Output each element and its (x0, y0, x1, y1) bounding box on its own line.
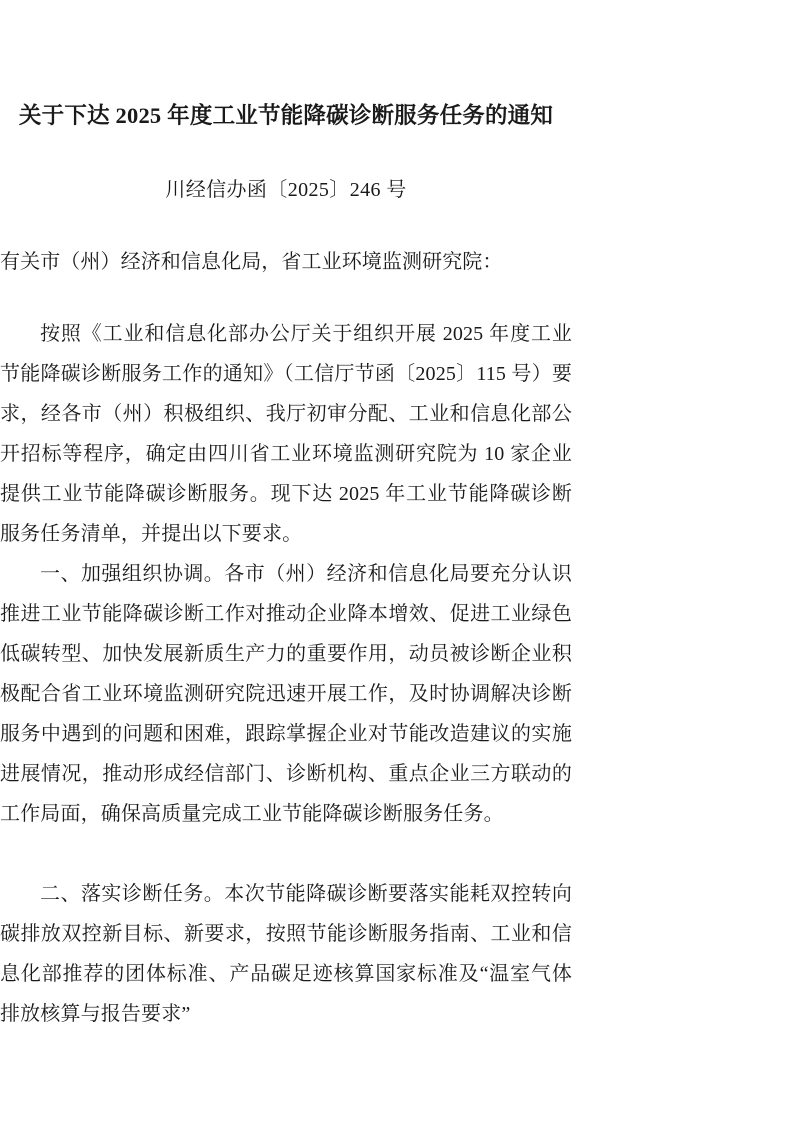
page-title: 关于下达 2025 年度工业节能降碳诊断服务任务的通知 (18, 103, 554, 128)
recipient-line: 有关市（州）经济和信息化局，省工业环境监测研究院： (0, 251, 503, 273)
body-paragraph-1 (0, 314, 572, 554)
document-number: 川经信办函〔2025〕246 号 (165, 179, 407, 201)
paragraph-text: 按照《工业和信息化部办公厅关于组织开展 2025 年度工业节能降碳诊断服务工作的通知》（工信厅节函〔2025〕115 号）要求，经各市（州）积极组织、我厅初审分配、工业和信息化部公开招标等程序，确定由四川省工业环境监测研究院为 10 家企业提供工业节能降碳诊断服务。现下达 2025 年工业节能降碳诊断服务任务清单，并提出以下要求。 (0, 323, 572, 545)
body-paragraph-2 (0, 554, 572, 834)
paragraph-text: 二、落实诊断任务。本次节能降碳诊断要落实能耗双控转向碳排放双控新目标、新要求，按照节能诊断服务指南、工业和信息化部推荐的团体标准、产品碳足迹核算国家标准及“温室气体排放核算与报告要求” (0, 883, 572, 1025)
paragraph-text: 一、加强组织协调。各市（州）经济和信息化局要充分认识推进工业节能降碳诊断工作对推动企业降本增效、促进工业绿色低碳转型、加快发展新质生产力的重要作用，动员被诊断企业积极配合省工业环境监测研究院迅速开展工作，及时协调解决诊断服务中遇到的问题和困难，跟踪掌握企业对节能改造建议的实施进展情况，推动形成经信部门、诊断机构、重点企业三方联动的工作局面，确保高质量完成工业节能降碳诊断服务任务。 (0, 563, 572, 825)
body-paragraph-3 (0, 874, 572, 1034)
